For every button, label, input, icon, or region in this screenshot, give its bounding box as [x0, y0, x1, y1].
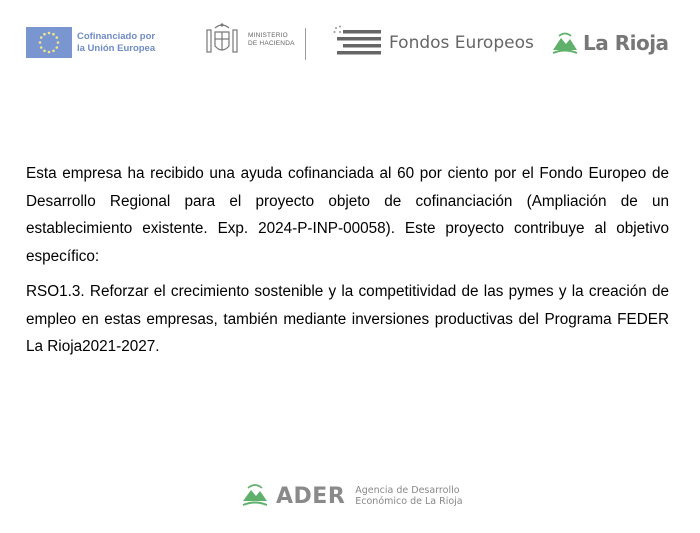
eu-flag-icon — [26, 27, 72, 58]
fondos-europeos-logo — [333, 25, 534, 61]
la-rioja-mountain-icon — [552, 30, 578, 56]
ader-logo — [241, 482, 463, 510]
eu-cofinancing-logo — [26, 27, 155, 58]
ministry-logo-text — [248, 32, 295, 48]
ministry-logo — [204, 20, 295, 60]
fondos-europeos-mark-icon — [333, 25, 383, 61]
ader-mountain-icon — [241, 482, 269, 510]
la-rioja-label: La Rioja — [583, 31, 669, 55]
la-rioja-logo — [552, 30, 669, 56]
objective-paragraph: RSO1.3. Reforzar el crecimiento sostenible y la competitividad de las pymes y la creación de empleo en estas empresas, también mediante inversiones productivas del Programa FEDER La Rioja2021-2027. — [26, 283, 669, 355]
fondos-europeos-label: Fondos Europeos — [389, 33, 534, 53]
logo-bar — [0, 0, 700, 90]
eu-logo-line1: Cofinanciado por — [77, 30, 156, 42]
ader-line2: Económico de La Rioja — [355, 496, 463, 507]
spain-coat-of-arms-icon — [204, 20, 240, 60]
ministry-line1: MINISTERIO — [248, 32, 288, 39]
notice-body — [26, 160, 669, 369]
cofinancing-paragraph: Esta empresa ha recibido una ayuda cofinanciada al 60 por ciento por el Fondo Europeo de Desarrollo Regional para el proyecto objeto de cofinanciación (Ampliación de un establecimiento existente. Exp. 2024-P-INP-00058). Este proyecto contribuye al objetivo específico: — [26, 165, 669, 265]
ader-name: ADER — [276, 483, 346, 509]
ader-description — [355, 485, 462, 507]
logo-divider — [305, 28, 306, 60]
eu-logo-line2: la Unión Europea — [77, 42, 156, 54]
ader-line1: Agencia de Desarrollo — [355, 485, 460, 496]
ministry-line2: DE HACIENDA — [248, 40, 295, 47]
eu-logo-text — [77, 31, 155, 55]
